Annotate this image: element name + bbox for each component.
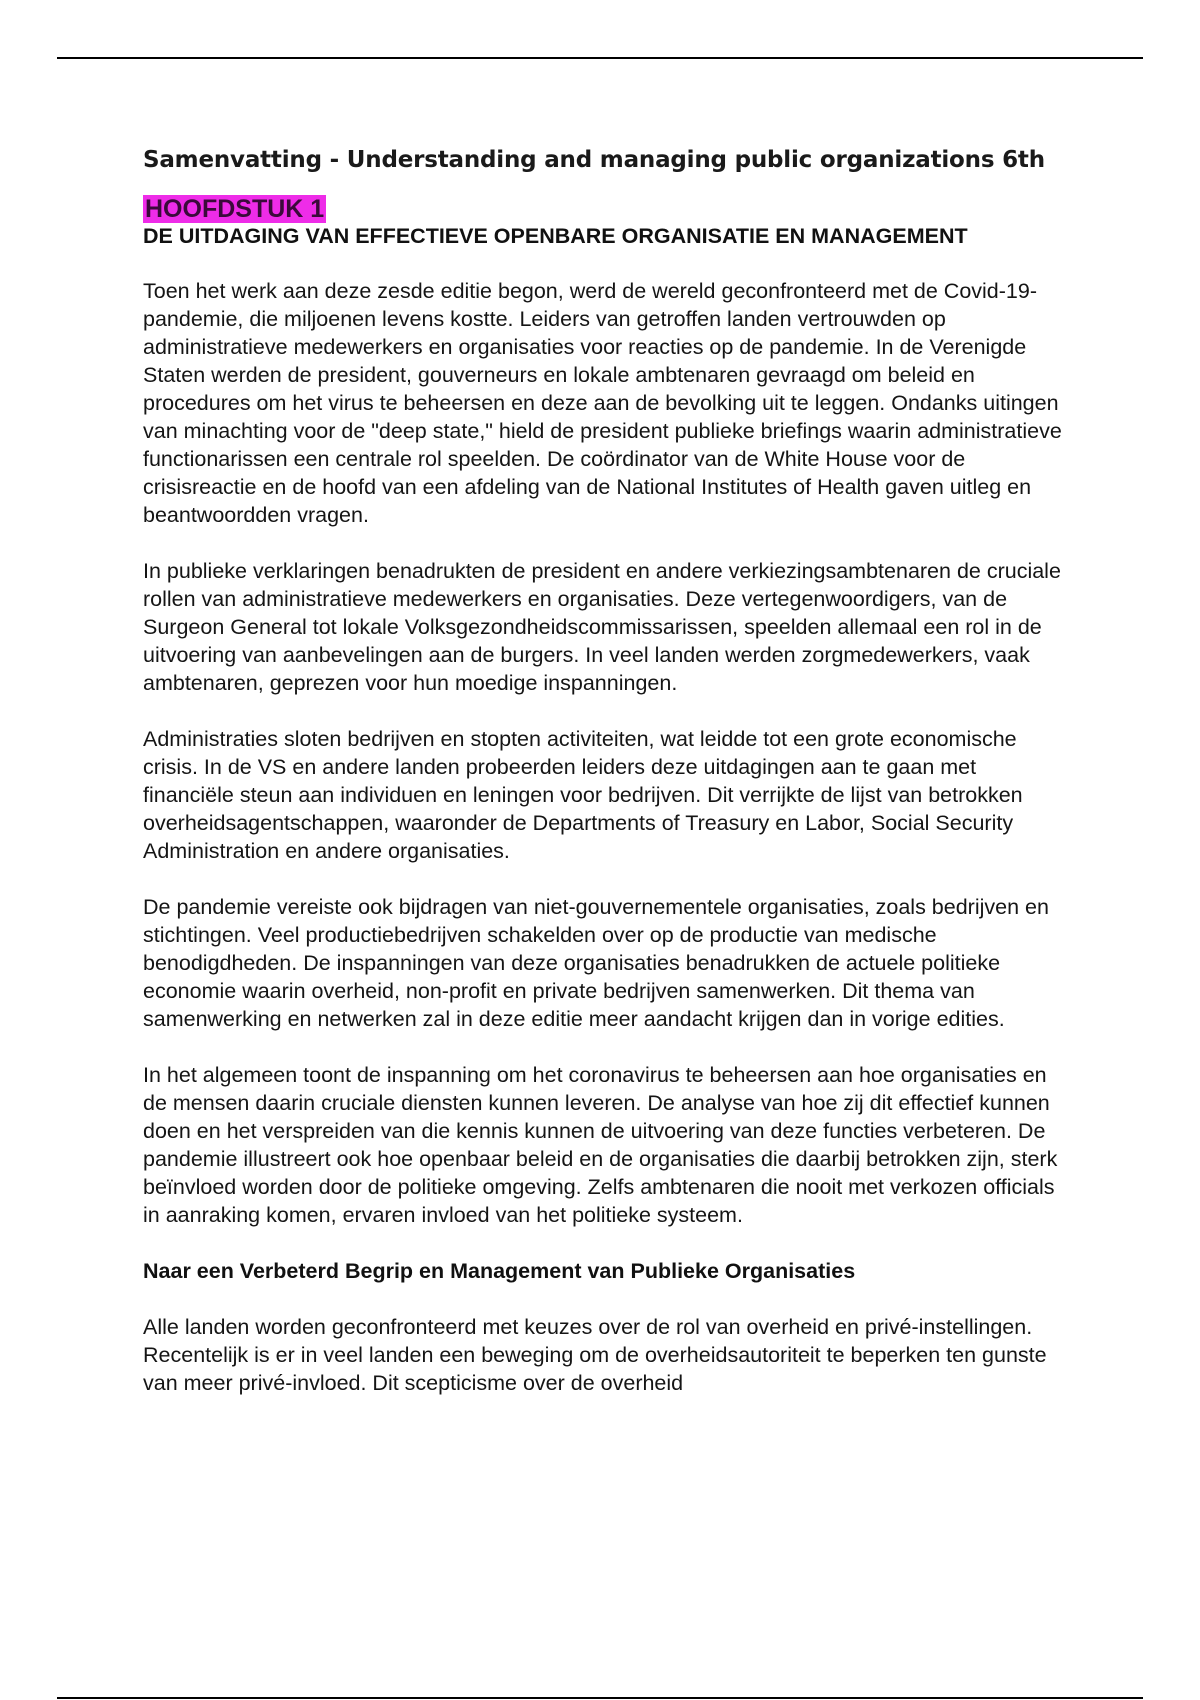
document-page bbox=[143, 145, 1068, 1397]
body-paragraph: In het algemeen toont de inspanning om het coronavirus te beheersen aan hoe organisaties en de mensen daarin cruciale diensten kunnen leveren. De analyse van hoe zij dit effectief kunnen doen en het verspreiden van die kennis kunnen de uitvoering van deze functies verbeteren. De pandemie illustreert ook hoe openbaar beleid en de organisaties die daarbij betrokken zijn, sterk beïnvloed worden door de politieke omgeving. Zelfs ambtenaren die nooit met verkozen officials in aanraking komen, ervaren invloed van het politieke systeem. bbox=[143, 1063, 1058, 1227]
body-paragraph: In publieke verklaringen benadrukten de president en andere verkiezingsambtenaren de cruciale rollen van administratieve medewerkers en organisaties. Deze vertegenwoordigers, van de Surgeon General tot lokale Volksgezondheidscommissarissen, speelden allemaal een rol in de uitvoering van aanbevelingen aan de burgers. In veel landen werden zorgmedewerkers, vaak ambtenaren, geprezen voor hun moedige inspanningen. bbox=[143, 559, 1061, 695]
bottom-divider bbox=[57, 1697, 1143, 1699]
section-paragraph: Alle landen worden geconfronteerd met keuzes over de rol van overheid en privé-instellingen. Recentelijk is er in veel landen een beweging om de overheidsautoriteit te beperken ten gunste van meer privé-invloed. Dit scepticisme over de overheid bbox=[143, 1315, 1047, 1395]
chapter-label-highlighted: HOOFDSTUK 1 bbox=[145, 195, 325, 223]
chapter-header bbox=[143, 175, 1068, 250]
body-paragraph: Administraties sloten bedrijven en stopten activiteiten, wat leidde tot een grote economische crisis. In de VS en andere landen probeerden leiders deze uitdagingen aan te gaan met financiële steun aan individuen en leningen voor bedrijven. Dit verrijkte de lijst van betrokken overheidsagentschappen, waaronder de Departments of Treasury en Labor, Social Security Administration en andere organisaties. bbox=[143, 727, 1023, 863]
top-divider bbox=[57, 57, 1143, 59]
body-paragraph: De pandemie vereiste ook bijdragen van niet-gouvernementele organisaties, zoals bedrijven en stichtingen. Veel productiebedrijven schakelden over op de productie van medische benodigdheden. De inspanningen van deze organisaties benadrukken de actuele politieke economie waarin overheid, non-profit en private bedrijven samenwerken. Dit thema van samenwerking en netwerken zal in deze editie meer aandacht krijgen dan in vorige edities. bbox=[143, 895, 1049, 1031]
document-title: Samenvatting - Understanding and managing public organizations 6th bbox=[143, 147, 1045, 173]
chapter-title: DE UITDAGING VAN EFFECTIEVE OPENBARE ORGANISATIE EN MANAGEMENT bbox=[143, 224, 968, 248]
body-paragraph: Toen het werk aan deze zesde editie begon, werd de wereld geconfronteerd met de Covid-19-pandemie, die miljoenen levens kostte. Leiders van getroffen landen vertrouwden op administratieve medewerkers en organisaties voor reacties op de pandemie. In de Verenigde Staten werden de president, gouverneurs en lokale ambtenaren gevraagd om beleid en procedures om het virus te beheersen en deze aan de bevolking uit te leggen. Ondanks uitingen van minachting voor de "deep state," hield de president publieke briefings waarin administratieve functionarissen een centrale rol speelden. De coördinator van de White House voor de crisisreactie en de hoofd van een afdeling van de National Institutes of Health gaven uitleg en beantwoordden vragen. bbox=[143, 279, 1062, 527]
section-heading: Naar een Verbeterd Begrip en Management van Publieke Organisaties bbox=[143, 1259, 856, 1283]
